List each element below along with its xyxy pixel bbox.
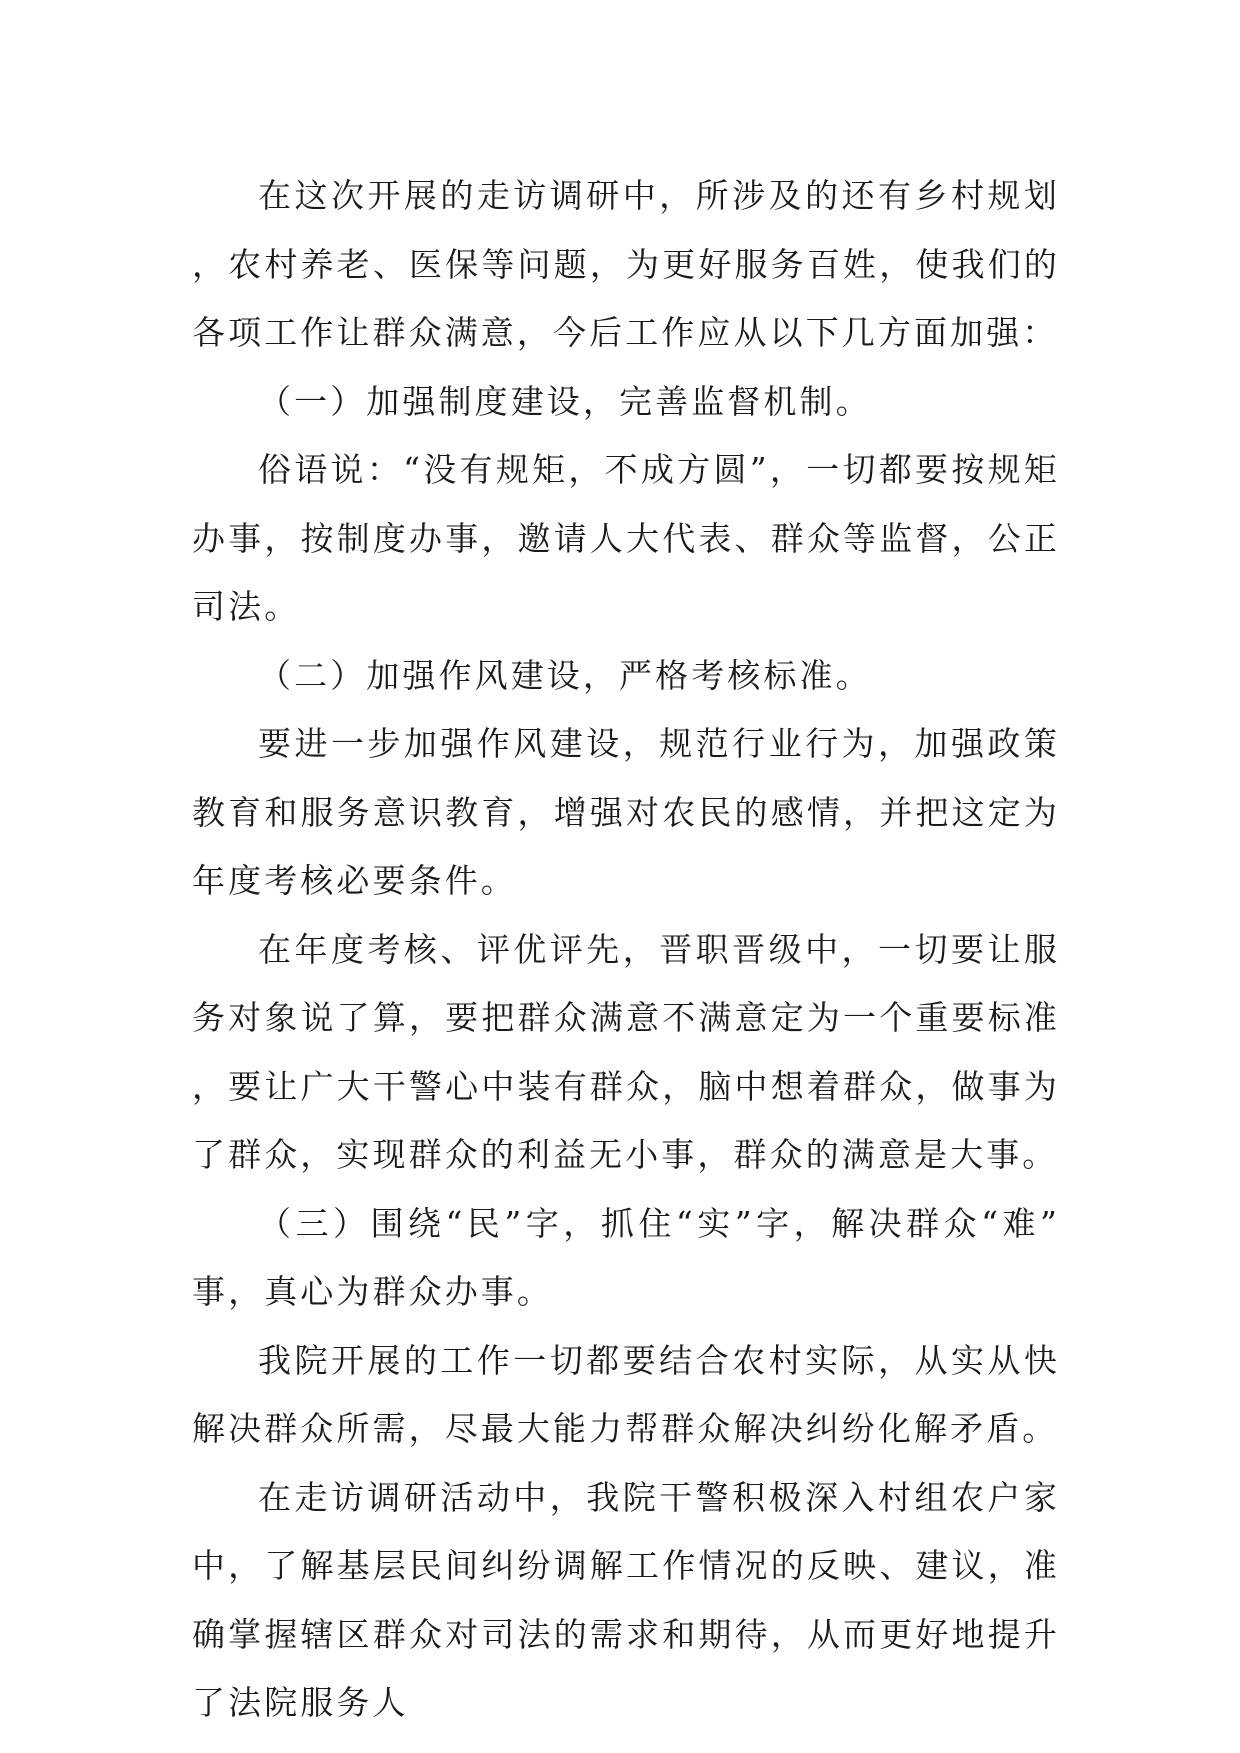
paragraph-intro: 在这次开展的走访调研中，所涉及的还有乡村规划，农村养老、医保等问题，为更好服务百姓，使我们的各项工作让群众满意，今后工作应从以下几方面加强： bbox=[192, 176, 1060, 352]
paragraph-section-3-a: 我院开展的工作一切都要结合农村实际，从实从快解决群众所需，尽最大能力帮群众解决纠纷化解矛盾。 bbox=[192, 1340, 1060, 1448]
heading-section-2: （二）加强作风建设，严格考核标准。 bbox=[258, 655, 872, 695]
heading-section-3: （三）围绕“民”字，抓住“实”字，解决群众“难”事，真心为群众办事。 bbox=[192, 1203, 1060, 1311]
document-body bbox=[192, 162, 1060, 1738]
paragraph-section-1: 俗语说：“没有规矩，不成方圆”，一切都要按规矩办事，按制度办事，邀请人大代表、群众等监督，公正司法。 bbox=[192, 450, 1060, 626]
paragraph-section-2-b: 在年度考核、评优评先，晋职晋级中，一切要让服务对象说了算，要把群众满意不满意定为一个重要标准，要让广大干警心中装有群众，脑中想着群众，做事为了群众，实现群众的利益无小事，群众的满意是大事。 bbox=[192, 929, 1060, 1174]
paragraph-section-3-b: 在走访调研活动中，我院干警积极深入村组农户家中，了解基层民间纠纷调解工作情况的反映、建议，准确掌握辖区群众对司法的需求和期待，从而更好地提升了法院服务人 bbox=[192, 1477, 1060, 1722]
heading-section-1: （一）加强制度建设，完善监督机制。 bbox=[258, 381, 872, 421]
paragraph-section-2-a: 要进一步加强作风建设，规范行业行为，加强政策教育和服务意识教育，增强对农民的感情，并把这定为年度考核必要条件。 bbox=[192, 724, 1060, 900]
